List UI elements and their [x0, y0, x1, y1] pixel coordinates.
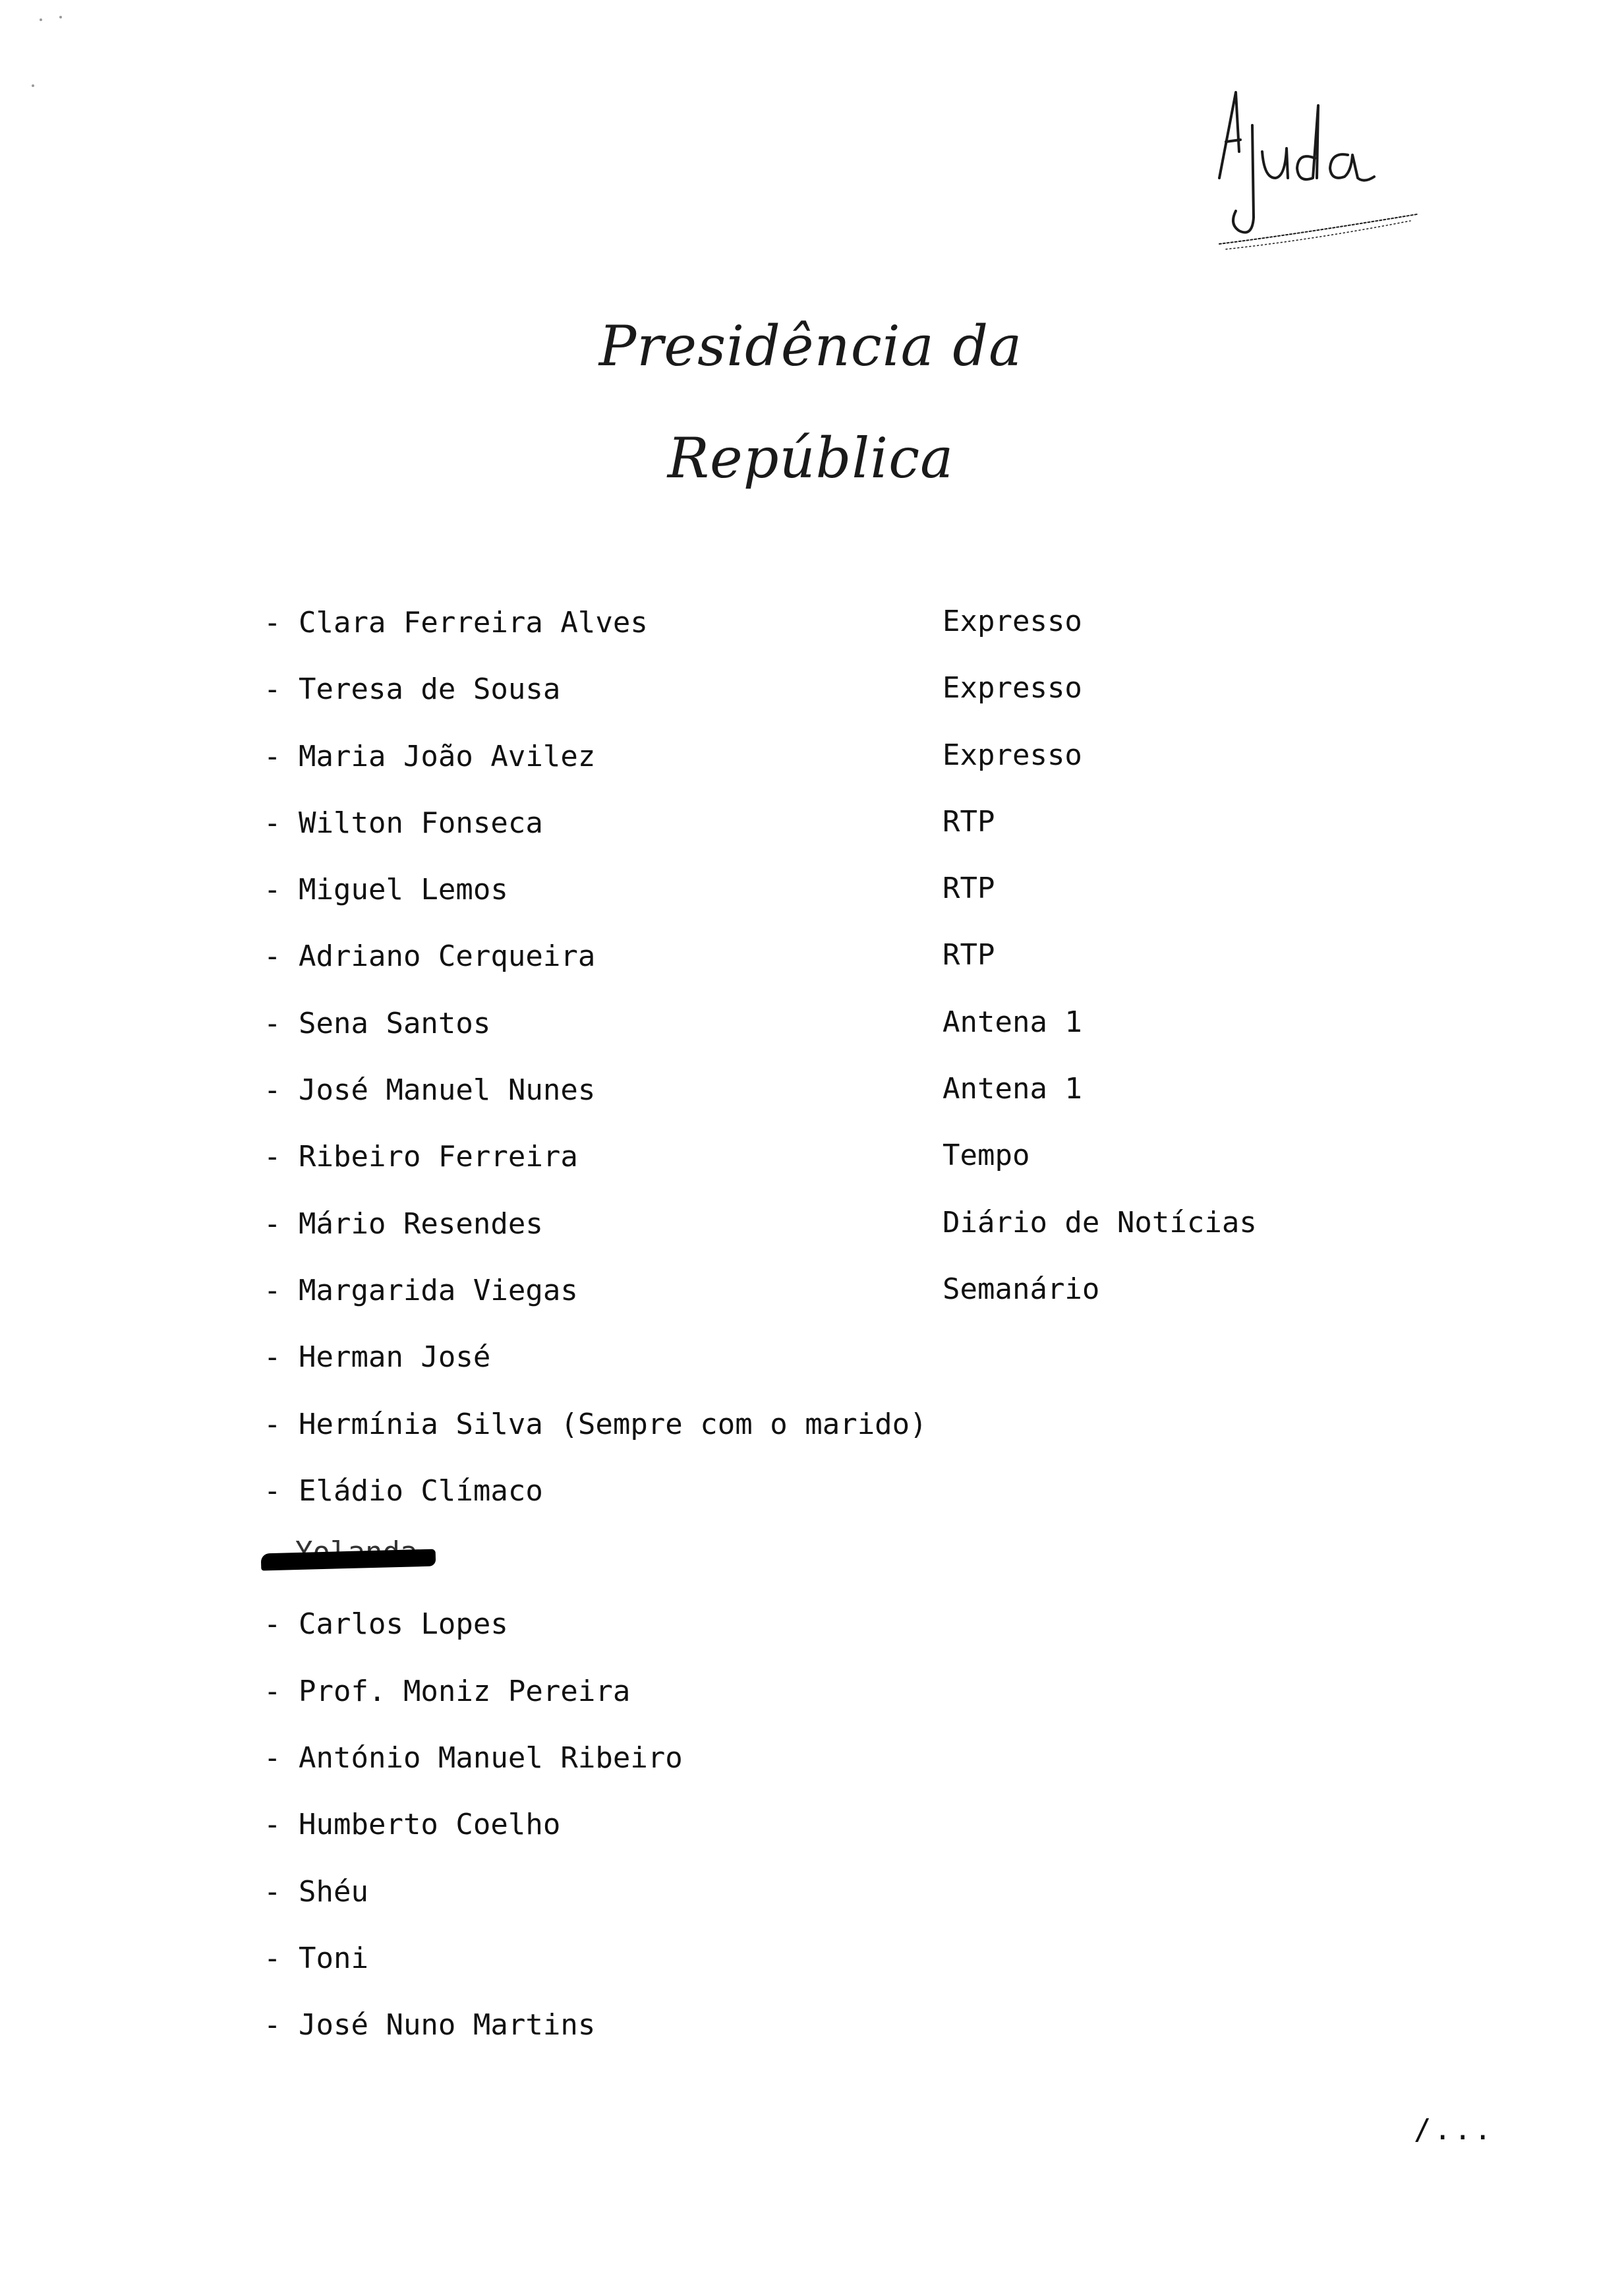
entry-name: - Mário Resendes: [264, 1206, 543, 1241]
entry-outlet: Semanário: [942, 1272, 1100, 1306]
entry-name: - Margarida Viegas: [264, 1273, 578, 1307]
list-item-struck-out: [264, 1538, 1384, 1605]
list-item: [264, 737, 1384, 804]
list-item: [264, 1137, 1384, 1204]
list-item: [264, 1338, 1384, 1404]
list-item: [264, 2006, 1384, 2072]
list-item: [264, 1071, 1384, 1137]
entry-name: - Wilton Fonseca: [264, 806, 543, 840]
entry-name: - Maria João Avilez: [264, 739, 596, 773]
entry-name: - Hermínia Silva (Sempre com o marido): [264, 1407, 927, 1441]
entry-name: - António Manuel Ribeiro: [264, 1741, 683, 1775]
entry-name: - Toni: [264, 1941, 368, 1975]
list-item: [264, 1739, 1384, 1805]
list-item: [264, 1004, 1384, 1071]
letterhead-title: Presidência da República: [598, 314, 1023, 490]
page-continuation-marker: /...: [1414, 2113, 1494, 2147]
list-item: [264, 937, 1384, 1003]
entry-outlet: Expresso: [942, 671, 1082, 705]
entry-name: - José Nuno Martins: [264, 2008, 596, 2042]
entry-outlet: RTP: [942, 872, 995, 906]
entry-outlet: Antena 1: [942, 1005, 1082, 1039]
list-item: [264, 603, 1384, 670]
list-item: [264, 670, 1384, 736]
entry-name: - Carlos Lopes: [264, 1607, 508, 1642]
list-item: [264, 1672, 1384, 1739]
entry-name: - Sena Santos: [264, 1006, 491, 1040]
entry-outlet: RTP: [942, 938, 995, 972]
list-item: [264, 1271, 1384, 1338]
entry-outlet: Tempo: [942, 1139, 1030, 1173]
entry-name: - Eládio Clímaco: [264, 1473, 543, 1508]
entry-outlet: Expresso: [942, 605, 1082, 638]
handwritten-note-ajuda: [1200, 79, 1424, 264]
guest-list: [264, 603, 1384, 2073]
scan-speck: [32, 84, 34, 87]
entry-outlet: Antena 1: [942, 1072, 1082, 1106]
entry-outlet: Diário de Notícias: [942, 1205, 1257, 1239]
entry-name: - Ribeiro Ferreira: [264, 1140, 578, 1174]
entry-name: - José Manuel Nunes: [264, 1073, 596, 1108]
entry-name: - Miguel Lemos: [264, 873, 508, 907]
entry-name: - Teresa de Sousa: [264, 672, 561, 707]
entry-outlet: Expresso: [942, 738, 1082, 772]
scan-speck: [40, 18, 42, 21]
list-item: [264, 1805, 1384, 1872]
entry-name: - Shéu: [264, 1874, 368, 1909]
list-item: [264, 1405, 1384, 1472]
list-item: [264, 1939, 1384, 2006]
scan-speck: [59, 16, 62, 18]
list-item: [264, 1605, 1384, 1671]
entry-name: - Prof. Moniz Pereira: [264, 1674, 631, 1708]
list-item: [264, 1472, 1384, 1538]
entry-outlet: RTP: [942, 804, 995, 839]
list-item: [264, 1872, 1384, 1939]
entry-name: - Herman José: [264, 1340, 491, 1375]
entry-name: - Humberto Coelho: [264, 1808, 561, 1842]
entry-name: - Clara Ferreira Alves: [264, 606, 648, 639]
list-item: [264, 870, 1384, 937]
list-item: [264, 1204, 1384, 1271]
list-item: [264, 804, 1384, 870]
entry-name: - Adriano Cerqueira: [264, 939, 596, 974]
